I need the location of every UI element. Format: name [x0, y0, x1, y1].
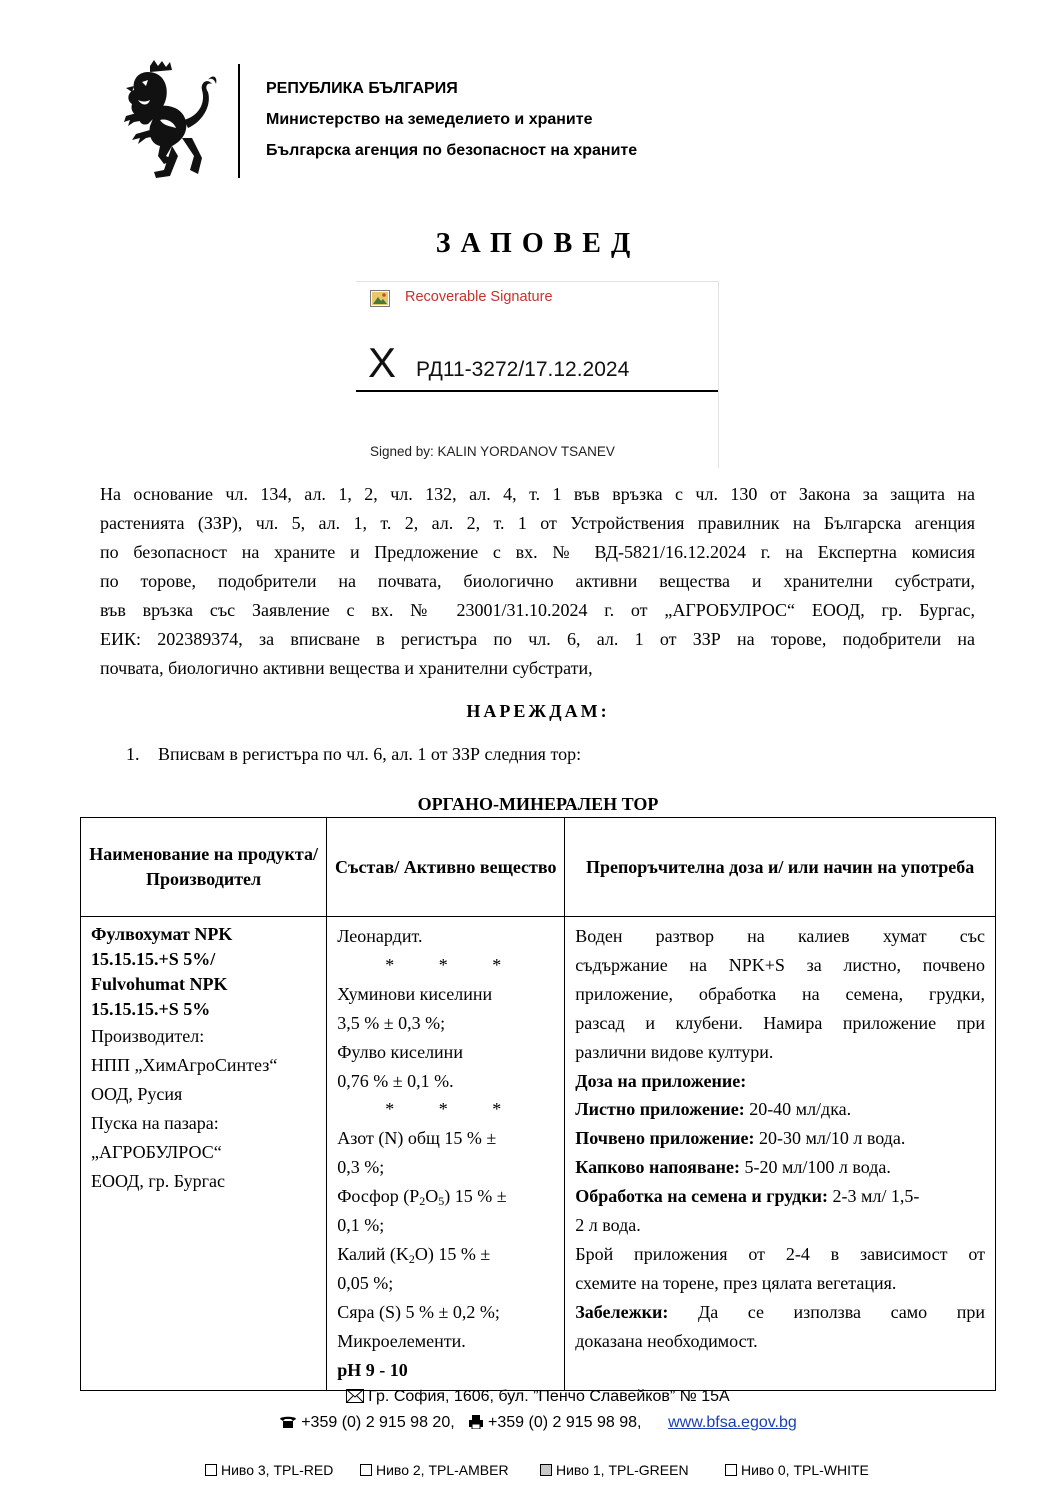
composition-nitrogen-tolerance: 0,3 %; [337, 1157, 385, 1178]
intro-line: във връзка със Заявление с вх. № 23001/31.10.2024 г. от „АГРОБУЛРОС“ ЕООД, гр. Бургас, [100, 600, 975, 620]
level-0-option: Ниво 0, TPL-WHITE [725, 1462, 869, 1478]
envelope-icon [346, 1389, 364, 1403]
separator-stars: * * * [385, 1099, 502, 1120]
description-line: приложение, обработка на семена, грудки, [575, 983, 985, 1004]
signed-by: Signed by: KALIN YORDANOV TSANEV [370, 444, 615, 459]
signature-box [356, 281, 719, 468]
fax-number: +359 (0) 2 915 98 98, [488, 1414, 642, 1431]
notes-cont: доказана необходимост. [575, 1330, 758, 1351]
distributor-location: ЕООД, гр. Бургас [91, 1170, 226, 1191]
intro-line: по торове, подобрители на почвата, биологично активни вещества и хранителни субстрати, [100, 571, 975, 591]
dose-title: Доза на приложение: [575, 1070, 747, 1091]
header-composition: Състав/ Активно вещество [327, 818, 565, 917]
header-divider [238, 64, 240, 178]
composition-potassium-tolerance: 0,05 %; [337, 1272, 394, 1293]
description-line: различни видове култури. [575, 1041, 774, 1062]
intro-line: растенията (ЗЗР), чл. 5, ал. 1, т. 2, ал. 2, т. 1 от Устройствения правилник на Българска агенция [100, 513, 975, 533]
intro-line: почвата, биологично активни вещества и хранителни субстрати, [100, 658, 593, 678]
document-number: РД11-3272/17.12.2024 [416, 358, 630, 381]
dose-leaf: Листно приложение: 20-40 мл/дка. [575, 1099, 852, 1120]
coat-of-arms-lion-icon [120, 60, 220, 178]
signature-x-mark: X [368, 339, 397, 386]
producer-label: Производител: [91, 1026, 205, 1046]
checkbox-icon [360, 1464, 372, 1476]
composition-humic-value: 3,5 % ± 0,3 %; [337, 1012, 446, 1033]
composition-phosphorus: Фосфор $(P_2O_5)$ 15 % ± [337, 1186, 507, 1209]
product-name-line: Fulvohumat NPK [91, 974, 228, 994]
level-3-option: Ниво 3, TPL-RED [205, 1462, 333, 1478]
intro-line: На основание чл. 134, ал. 1, 2, чл. 132, ал. 4, т. 1 във връзка с чл. 130 от Закона за защита на [100, 484, 975, 504]
composition-humic: Хуминови киселини [337, 983, 493, 1004]
order-heading: НАРЕЖДАМ: [466, 701, 610, 721]
description-line: Воден разтвор на калиев хумат със [575, 926, 985, 946]
dose-soil: Почвено приложение: 20-30 мл/10 л вода. [575, 1128, 906, 1149]
header-line-republic: РЕПУБЛИКА БЪЛГАРИЯ [266, 80, 458, 97]
institution-header [266, 73, 637, 166]
signature-line [356, 390, 718, 392]
fax-icon [468, 1415, 484, 1429]
footer-contacts [0, 1414, 1044, 1432]
order-item-text: Вписвам в регистъра по чл. 6, ал. 1 от ЗЗР следния тор: [158, 744, 582, 764]
phone-number: +359 (0) 2 915 98 20, [301, 1414, 455, 1431]
product-name-line: 15.15.15.+S 5% [91, 999, 211, 1019]
composition-microelements: Микроелементи. [337, 1330, 466, 1351]
dose-drip: Капково напояване: 5-20 мл/100 л вода. [575, 1157, 891, 1178]
website-link[interactable]: www.bfsa.egov.bg [668, 1414, 797, 1431]
composition-nitrogen: Азот (N) общ 15 % ± [337, 1128, 497, 1149]
product-name-line: 15.15.15.+S 5%/ [91, 949, 216, 969]
composition-leonardit: Леонардит. [337, 926, 423, 946]
producer-location: ООД, Русия [91, 1083, 183, 1104]
composition-ph: pH 9 - 10 [337, 1359, 408, 1380]
producer-name: НПП „ХимАгроСинтез“ [91, 1054, 278, 1075]
document-title: ЗАПОВЕД [435, 228, 641, 259]
order-item-1 [126, 744, 581, 765]
application-count: Брой приложения от 2-4 в зависимост от [575, 1243, 985, 1264]
order-item-number: 1. [126, 744, 140, 764]
signature-image-icon [370, 290, 390, 307]
composition-potassium: Калий $(K_2O)$ 15 % ± [337, 1243, 491, 1266]
checkbox-icon [205, 1464, 217, 1476]
header-dosage: Препоръчителна доза и/ или начин на употреба [565, 818, 996, 917]
intro-line: по безопасност на храните и Предложение с вх. № ВД-5821/16.12.2024 г. на Експертна комисия [100, 542, 975, 562]
description-line: съдържание на NPK+S за листно, почвено [575, 954, 985, 975]
table-row [81, 917, 996, 1391]
header-line-agency: Българска агенция по безопасност на храните [266, 142, 638, 159]
composition-fulvic: Фулво киселини [337, 1041, 463, 1062]
fertilizer-type-title: ОРГАНО-МИНЕРАЛЕН ТОР [417, 794, 659, 814]
level-2-option: Ниво 2, TPL-AMBER [360, 1462, 509, 1478]
header-line-ministry: Министерство на земеделието и храните [266, 111, 593, 128]
application-count-cont: схемите на торене, през цялата вегетация. [575, 1272, 897, 1293]
level-1-option: Ниво 1, TPL-GREEN [540, 1462, 689, 1478]
distributor-label: Пуска на пазара: [91, 1112, 219, 1133]
product-name-line: Фулвохумат NPK [91, 924, 233, 944]
recoverable-signature-label: Recoverable Signature [405, 289, 553, 305]
composition-phosphorus-tolerance: 0,1 %; [337, 1215, 385, 1236]
dose-seeds: Обработка на семена и грудки: 2-3 мл/ 1,5- [575, 1186, 920, 1207]
intro-paragraph [100, 480, 975, 683]
dosage-cell [565, 917, 996, 1391]
checkbox-icon [540, 1464, 552, 1476]
address-text: Гр. София, 1606, бул. ”Пенчо Славейков” № 15А [368, 1388, 730, 1405]
header-product: Наименование на продукта/ Производител [81, 818, 327, 917]
dose-seeds-cont: 2 л вода. [575, 1215, 641, 1236]
fertilizer-table [80, 817, 996, 1391]
intro-line: ЕИК: 202389374, за вписване в регистъра по чл. 6, ал. 1 от ЗЗР на торове, подобрители на [100, 629, 975, 649]
notes: Забележки: Да се използва само при [575, 1301, 985, 1322]
description-line: разсад и клубени. Намира приложение при [575, 1012, 985, 1033]
distributor-name: „АГРОБУЛРОС“ [91, 1141, 222, 1162]
composition-sulfur: Сяра (S) 5 % ± 0,2 %; [337, 1301, 500, 1322]
phone-icon [279, 1415, 297, 1429]
table-header-row [81, 818, 996, 917]
product-cell [81, 917, 327, 1391]
composition-cell [327, 917, 565, 1391]
footer-address [0, 1388, 1044, 1406]
composition-fulvic-value: 0,76 % ± 0,1 %. [337, 1070, 454, 1091]
separator-stars: * * * [385, 954, 502, 975]
checkbox-icon [725, 1464, 737, 1476]
